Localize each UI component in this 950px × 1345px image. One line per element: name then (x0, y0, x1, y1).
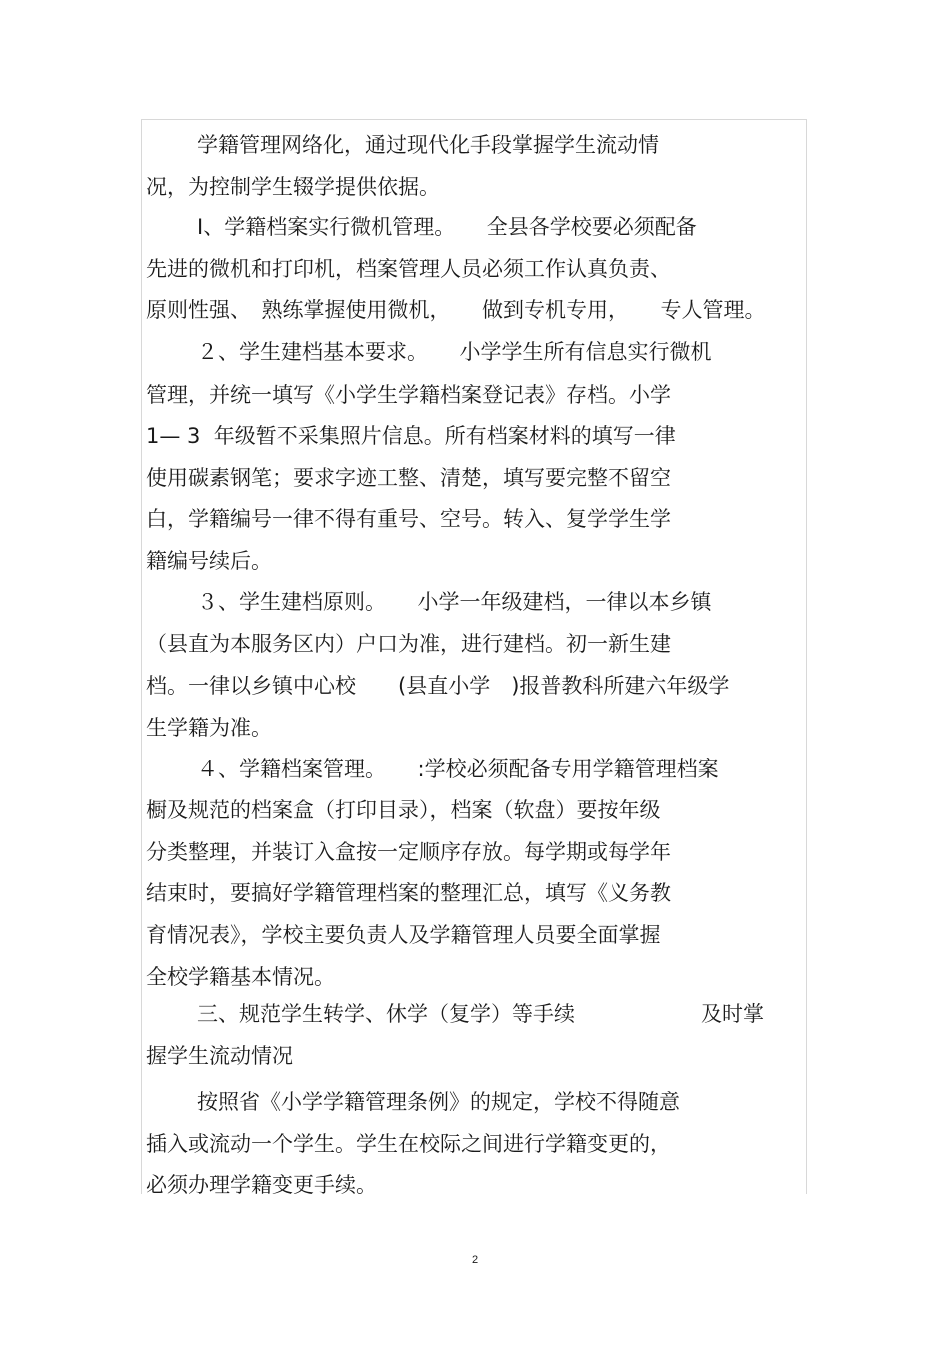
text-line: ４、学籍档案管理。 :学校必须配备专用学籍管理档案 (197, 757, 719, 781)
text-line: 橱及规范的档案盒（打印目录），档案（软盘）要按年级 (146, 798, 661, 822)
text-line: 况，为控制学生辍学提供依据。 (146, 175, 440, 199)
text-line: 籍编号续后。 (146, 549, 272, 573)
text-line: 白，学籍编号一律不得有重号、空号。转入、复学学生学 (146, 507, 671, 531)
text-line: 原则性强、 熟练掌握使用微机， 做到专机专用， 专人管理。 (146, 298, 766, 322)
text-line: 插入或流动一个学生。学生在校际之间进行学籍变更的， (146, 1132, 671, 1156)
text-line: ３、学生建档原则。 小学一年级建档，一律以本乡镇 (197, 590, 712, 614)
page-frame-left (141, 119, 142, 1194)
text-line: 学籍管理网络化，通过现代化手段掌握学生流动情 (197, 133, 659, 157)
text-line: 三、规范学生转学、休学（复学）等手续 及时掌 (197, 1002, 764, 1026)
text-line: 管理，并统一填写《小学生学籍档案登记表》存档。小学 (146, 383, 671, 407)
text-line: 分类整理，并装订入盒按一定顺序存放。每学期或每学年 (146, 840, 671, 864)
text-line: 档。一律以乡镇中心校 (县直小学 )报普教科所建六年级学 (146, 674, 730, 698)
text-line: 按照省《小学学籍管理条例》的规定，学校不得随意 (197, 1090, 680, 1114)
page-number: 2 (471, 1254, 479, 1266)
text-line: ２、学生建档基本要求。 小学学生所有信息实行微机 (197, 340, 712, 364)
text-line: 结束时，要搞好学籍管理档案的整理汇总，填写《义务教 (146, 881, 671, 905)
text-line: 全校学籍基本情况。 (146, 965, 335, 989)
text-line: 必须办理学籍变更手续。 (146, 1173, 377, 1197)
text-line: 握学生流动情况 (146, 1044, 293, 1068)
page-frame-right (806, 119, 807, 1194)
text-line: 1— 3 年级暂不采集照片信息。所有档案材料的填写一律 (146, 424, 676, 448)
page-frame-top (141, 119, 807, 120)
text-line: 先进的微机和打印机，档案管理人员必须工作认真负责、 (146, 257, 671, 281)
text-line: 使用碳素钢笔；要求字迹工整、清楚，填写要完整不留空 (146, 466, 671, 490)
text-line: 生学籍为准。 (146, 716, 272, 740)
text-line: Ⅰ、学籍档案实行微机管理。 全县各学校要必须配备 (197, 215, 697, 239)
text-line: 育情况表》，学校主要负责人及学籍管理人员要全面掌握 (146, 923, 661, 947)
text-line: （县直为本服务区内）户口为准，进行建档。初一新生建 (146, 632, 671, 656)
